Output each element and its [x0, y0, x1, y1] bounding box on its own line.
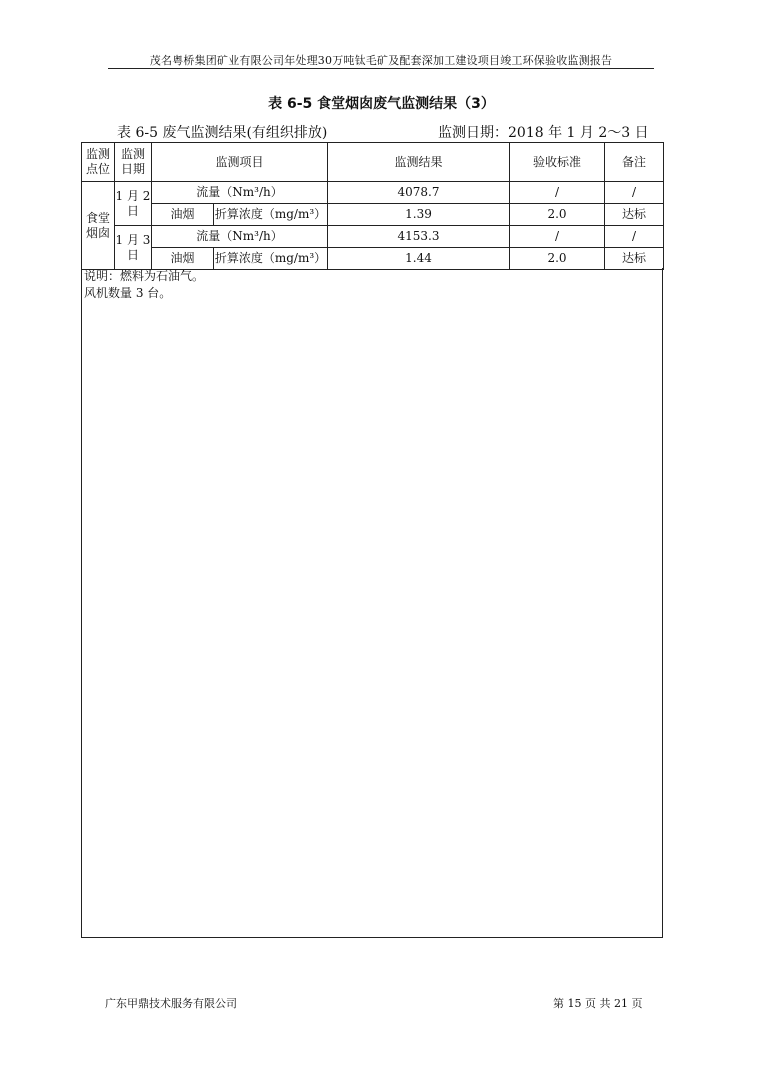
table-row: [82, 182, 664, 204]
monitoring-results-table: [81, 142, 664, 270]
note-fuel: 说明：燃料为石油气。: [84, 269, 205, 283]
site-cell: 食堂 烟囱: [82, 182, 115, 270]
table-title: 表 6-5 食堂烟囱废气监测结果（3）: [268, 96, 495, 112]
conc-standard: 2.0: [510, 248, 605, 270]
flow-label: 流量（Nm³/h）: [152, 226, 328, 248]
pollutant-cell: 油烟: [152, 204, 214, 226]
report-header: 茂名粤桥集团矿业有限公司年处理30万吨钛毛矿及配套深加工建设项目竣工环保验收监测报告: [149, 54, 613, 67]
param-cell: 折算浓度（mg/m³）: [214, 204, 328, 226]
flow-result: 4078.7: [328, 182, 510, 204]
col-header-result: 监测结果: [328, 143, 510, 182]
col-header-item: 监测项目: [152, 143, 328, 182]
col-header-standard: 验收标准: [510, 143, 605, 182]
flow-remark: /: [605, 226, 664, 248]
footer-page-number: 第 15 页 共 21 页: [553, 997, 643, 1010]
footer-company: 广东甲鼎技术服务有限公司: [105, 997, 237, 1010]
date-cell: 1 月 3 日: [115, 226, 152, 270]
note-fans: 风机数量 3 台。: [84, 286, 172, 300]
flow-standard: /: [510, 226, 605, 248]
table-row: [82, 248, 664, 270]
param-cell: 折算浓度（mg/m³）: [214, 248, 328, 270]
notes-section: [81, 268, 663, 938]
monitor-date: 监测日期：2018 年 1 月 2～3 日: [438, 125, 649, 141]
table-caption: 表 6-5 废气监测结果(有组织排放): [117, 125, 328, 141]
conc-standard: 2.0: [510, 204, 605, 226]
flow-result: 4153.3: [328, 226, 510, 248]
flow-remark: /: [605, 182, 664, 204]
col-header-remark: 备注: [605, 143, 664, 182]
pollutant-cell: 油烟: [152, 248, 214, 270]
col-header-date: 监测 日期: [115, 143, 152, 182]
conc-result: 1.39: [328, 204, 510, 226]
header-divider: [108, 68, 654, 69]
flow-label: 流量（Nm³/h）: [152, 182, 328, 204]
table-row: [82, 204, 664, 226]
table-header-row: [82, 143, 664, 182]
table-row: [82, 226, 664, 248]
date-cell: 1 月 2 日: [115, 182, 152, 226]
conc-result: 1.44: [328, 248, 510, 270]
conc-remark: 达标: [605, 204, 664, 226]
col-header-point: 监测 点位: [82, 143, 115, 182]
conc-remark: 达标: [605, 248, 664, 270]
flow-standard: /: [510, 182, 605, 204]
